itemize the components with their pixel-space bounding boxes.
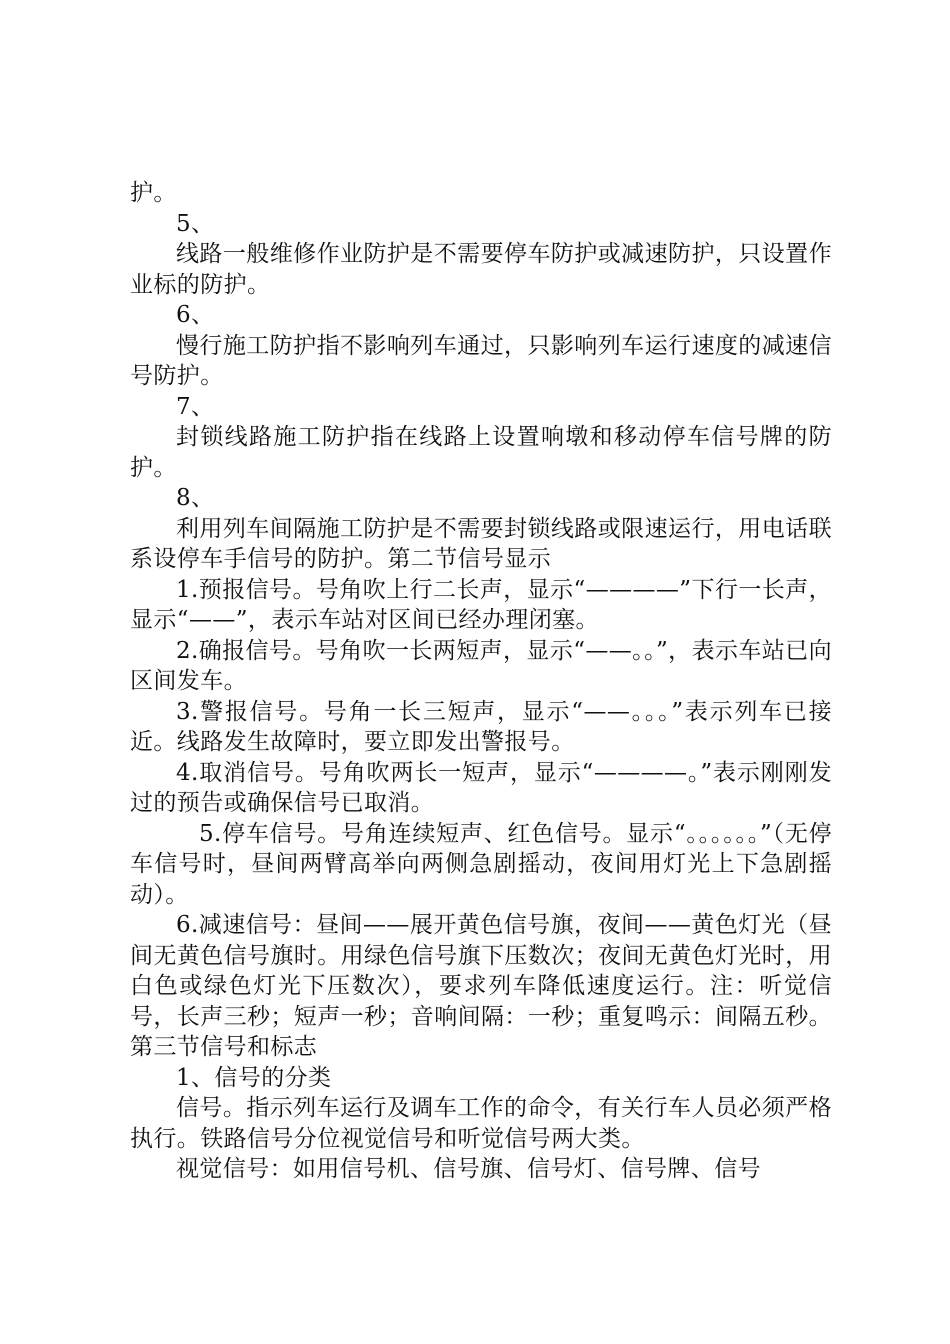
- item-number-8: 8、: [176, 485, 215, 511]
- item-number-7: 7、: [176, 393, 215, 420]
- paragraph-continuation: 护。: [130, 180, 177, 206]
- section-heading-classification: 1、信号的分类: [176, 1064, 332, 1091]
- paragraph-cancel-signal: 4.取消信号。号角吹两长一短声，显示“————。”表示刚刚发过的预告或确保信号已取消。: [130, 759, 832, 816]
- document-body: [130, 178, 832, 1185]
- paragraph-general-maintenance: 线路一般维修作业防护是不需要停车防护或减速防护，只设置作业标的防护。: [130, 241, 832, 298]
- item-number-5: 5、: [176, 210, 215, 237]
- paragraph-slowdown-signal: 6.减速信号：昼间——展开黄色信号旗，夜间——黄色灯光（昼间无黄色信号旗时。用绿色信号旗下压数次；夜间无黄色灯光时，用白色或绿色灯光下压数次），要求列车降低速度运行。注：听觉信号，长声三秒；短声一秒；音响间隔：一秒；重复鸣示：间隔五秒。第三节信号和标志: [130, 912, 832, 1060]
- paragraph-forecast-signal: 1.预报信号。号角吹上行二长声，显示“————”下行一长声，显示“——”，表示车站对区间已经办理闭塞。: [130, 576, 832, 633]
- paragraph-slow-construction: 慢行施工防护指不影响列车通过，只影响列车运行速度的减速信号防护。: [130, 332, 832, 389]
- paragraph-train-interval: 利用列车间隔施工防护是不需要封锁线路或限速运行，用电话联系设停车手信号的防护。第二节信号显示: [130, 515, 832, 572]
- paragraph-confirm-signal: 2.确报信号。号角吹一长两短声，显示“——。。”，表示车站已向区间发车。: [130, 637, 832, 694]
- paragraph-visual-signal: 视觉信号：如用信号机、信号旗、信号灯、信号牌、信号: [176, 1156, 761, 1182]
- paragraph-signal-definition: 信号。指示列车运行及调车工作的命令，有关行车人员必须严格执行。铁路信号分位视觉信号和听觉信号两大类。: [130, 1095, 832, 1152]
- paragraph-blocked-line: 封锁线路施工防护指在线路上设置响墩和移动停车信号牌的防护。: [130, 424, 832, 481]
- item-number-6: 6、: [176, 302, 215, 328]
- paragraph-alarm-signal: 3.警报信号。号角一长三短声，显示“——。。。”表示列车已接近。线路发生故障时，要立即发出警报号。: [130, 698, 832, 755]
- paragraph-stop-signal: 5.停车信号。号角连续短声、红色信号。显示“。。。。。。”（无停车信号时，昼间两臂高举向两侧急剧摇动，夜间用灯光上下急剧摇动）。: [130, 820, 832, 908]
